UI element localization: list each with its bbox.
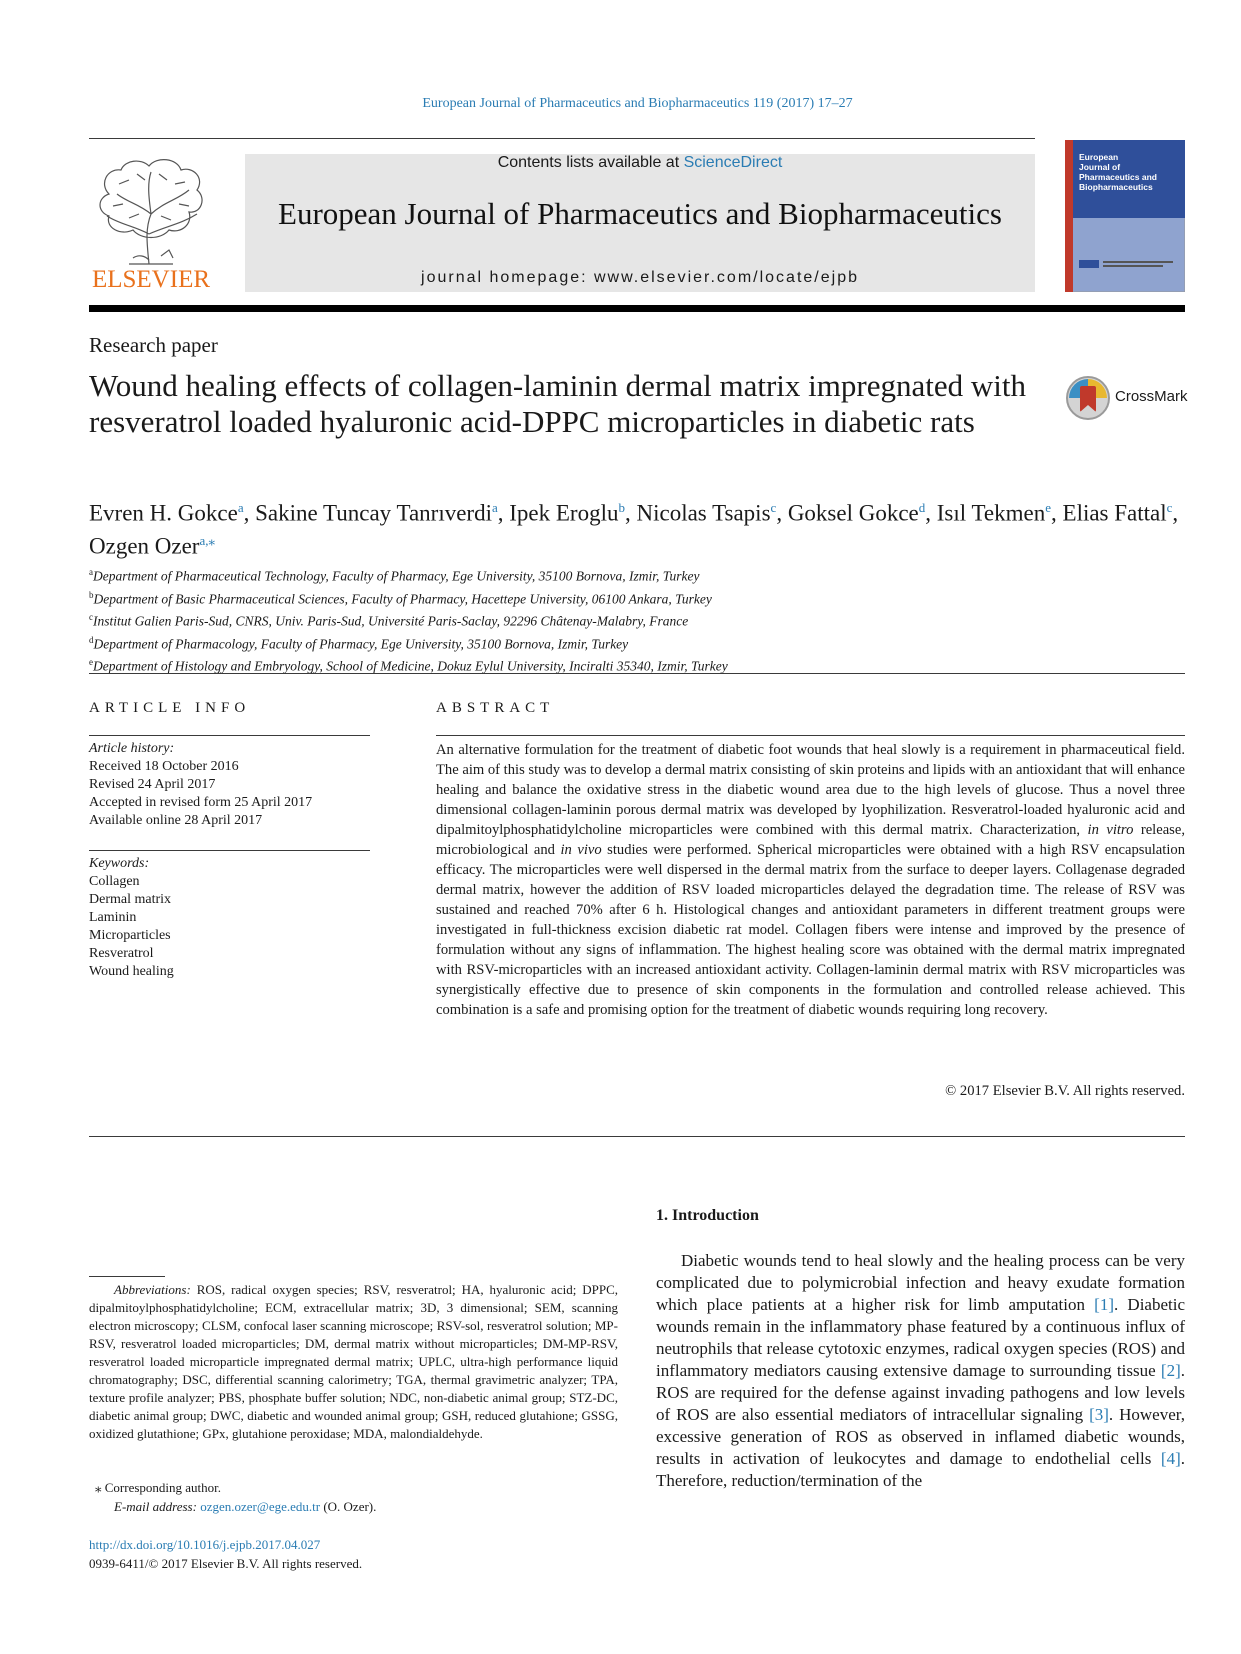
footnote-rule [89,1276,165,1277]
info-rule [89,850,370,851]
doi-link[interactable]: http://dx.doi.org/10.1016/j.ejpb.2017.04.027 [89,1537,321,1552]
history-item: Accepted in revised form 25 April 2017 [89,795,313,810]
cover-title-line-3: Pharmaceutics and [1079,172,1157,182]
crossmark-label: CrossMark [1115,388,1188,405]
author-name[interactable]: Ozgen Ozer [89,533,200,559]
email-link[interactable]: ozgen.ozer@ege.edu.tr [200,1499,321,1514]
introduction-heading: 1. Introduction [656,1207,759,1224]
citation-link[interactable]: [1] [1094,1295,1114,1314]
keyword-items [89,873,370,981]
author-separator: , [776,500,788,526]
abstract-part-italic: in vitro [1087,822,1134,838]
affiliation-text: Department of Histology and Embryology, School of Medicine, Dokuz Eylul University, Inciralti 35340, Izmir, Turkey [93,658,728,674]
article-title: Wound healing effects of collagen-laminin dermal matrix impregnated with resveratrol loaded hyaluronic acid-DPPC microparticles in diabetic rats [89,368,1026,439]
journal-name: European Journal of Pharmaceutics and Biopharmaceutics [278,196,1002,231]
tree-icon [100,160,202,264]
author-separator: , [1172,500,1179,526]
author-affiliation-mark[interactable]: a [491,500,498,515]
author-name[interactable]: Nicolas Tsapis [636,500,771,526]
author-affiliation-mark[interactable]: d [918,500,926,515]
crossmark-icon [1065,375,1111,421]
author-name[interactable]: Elias Fattal [1062,500,1167,526]
intro-part: . Therefore, reduction/termination of the [656,1449,1185,1490]
keyword-item: Microparticles [89,928,171,943]
abbreviations-footnote [89,1281,618,1443]
abstract-part-italic: in vivo [560,842,602,858]
author-name[interactable]: Isıl Tekmen [936,500,1046,526]
keyword-item: Dermal matrix [89,892,172,907]
affiliation-list [89,563,1189,676]
journal-header-box [245,154,1035,292]
affiliation-text: Department of Pharmaceutical Technology, Faculty of Pharmacy, Ege University, 35100 Bornova, Izmir, Turkey [93,568,700,584]
citation-link[interactable]: [3] [1089,1405,1109,1424]
history-item: Revised 24 April 2017 [89,777,216,792]
author-affiliation-mark[interactable]: c [770,500,777,515]
affiliation-key: d [89,634,94,645]
cover-title-line-4: Biopharmaceutics [1079,182,1153,192]
email-line [114,1499,614,1515]
keywords-label: Keywords: [89,856,150,871]
sciencedirect-link[interactable]: ScienceDirect [683,154,783,171]
abstract-text [436,740,1185,1020]
citation-link[interactable]: [4] [1160,1449,1181,1468]
history-label: Article history: [89,741,175,756]
history-item: Received 18 October 2016 [89,759,239,774]
cover-title-line-2: Journal of [1079,162,1121,172]
article-history [89,740,370,830]
citation-link[interactable]: [2] [1160,1361,1181,1380]
author-name[interactable]: Ipek Eroglu [509,500,619,526]
info-rule [89,735,370,736]
author-separator: , [497,500,510,526]
affiliation-key: c [89,612,93,622]
intro-part: . ROS are required for the defense against invading pathogens and low levels of ROS are also essential mediators of intracellular signaling [656,1361,1185,1424]
section-rule [89,1136,1185,1137]
email-label: E-mail address: [114,1499,201,1514]
author-name[interactable]: Sakine Tuncay Tanrıverdi [255,500,492,526]
contents-prefix: Contents lists available at [497,154,684,171]
abstract-copyright: © 2017 Elsevier B.V. All rights reserved. [945,1083,1185,1099]
intro-part: . Diabetic wounds remain in the inflammatory phase featured by a continuous influx of neutrophils that release cytotoxic enzymes, radical oxygen species (ROS) and inflammatory mediators causing extensive damage to surrounding tissue [656,1295,1185,1380]
affiliation-key: e [89,657,93,667]
author-separator: , [1051,500,1063,526]
abstract-rule [436,735,1185,736]
issn-line: 0939-6411/© 2017 Elsevier B.V. All rights reserved. [89,1556,363,1571]
affiliation-key: a [89,567,93,577]
author-affiliation-mark[interactable]: c [1166,500,1173,515]
abstract-part: studies were performed. Spherical microparticles were obtained with a high RSV encapsulation efficacy. The microparticles were well dispersed in the dermal matrix from the surface to deeper layers. Collagenase degraded dermal matrix, however the addition of RSV loaded microparticles delayed the degradation time. The release of RSV was sustained and reached 70% after 6 h. Histological changes and antioxidant parameters in different treatment groups were investigated in full-thickness excision diabetic rat model. Collagen fibers were intense and improved by the presence of formulation without any signs of inflammation. The highest healing score was obtained with the dermal matrix impregnated with RSV-microparticles with an increased antioxidant activity. Collagen-laminin dermal matrix with RSV microparticles was synergistically effective due to presence of skin components in the formulation and controlled release achieved. This combination is a safe and promising option for the treatment of diabetic wounds requiring long recovery. [436,842,1185,1018]
journal-cover-image[interactable] [1065,140,1185,292]
intro-part: . However, excessive generation of ROS as observed in inflamed diabetic wounds, results in activation of leukocytes and damage to endothelial cells [656,1405,1185,1468]
author-affiliation-mark[interactable]: a [237,500,244,515]
abbreviations-text: ROS, radical oxygen species; RSV, resveratrol; HA, hyaluronic acid; DPPC, dipalmitoylphosphatidylcholine; ECM, extracellular matrix; 3D, 3 dimensional; SEM, scanning electron microscopy; CLSM, confocal laser scanning microscope; RSV-sol, resveratrol solution; MP-RSV, resveratrol loaded microparticles; DM, dermal matrix without microparticles; DM-MP-RSV, resveratrol loaded microparticle impregnated dermal matrix; UPLC, ultra-high performance liquid chromatography; DSC, differential scanning calorimetry; TGA, thermal gravimetric analyzer; TPA, texture profile analyzer; PBS, phosphate buffer solution; NDC, non-diabetic animal group; STZ-DC, diabetic animal group; DWC, diabetic and wounded animal group; GSH, reduced glutahione; GSSG, oxidized glutathione; GPx, glutahione peroxidase; MDA, malondialdehyde. [89,1282,618,1441]
cover-title-line-1: European [1079,152,1119,162]
author-separator: , [624,500,637,526]
crossmark-badge[interactable] [1065,375,1188,421]
elsevier-wordmark: ELSEVIER [91,266,211,292]
keyword-item: Collagen [89,874,140,889]
keyword-item: Wound healing [89,964,174,979]
elsevier-logo[interactable] [89,154,214,292]
history-items [89,758,370,830]
affiliation-text: Institut Galien Paris-Sud, CNRS, Univ. Paris-Sud, Université Paris-Saclay, 92296 Châtenay-Malabry, France [93,613,689,629]
header-thick-rule [89,305,1185,312]
author-name[interactable]: Goksel Gokce [787,500,919,526]
author-affiliation-mark[interactable]: e [1045,500,1052,515]
abstract-heading: ABSTRACT [436,700,555,716]
introduction-text [656,1250,1185,1492]
corresponding-author-note: ⁎ Corresponding author. [95,1480,222,1495]
journal-reference-link[interactable]: European Journal of Pharmaceutics and Biopharmaceutics 119 (2017) 17–27 [422,96,853,111]
journal-homepage-link[interactable]: journal homepage: www.elsevier.com/locate/ejpb [421,269,859,286]
keyword-item: Laminin [89,910,137,925]
abstract-part: An alternative formulation for the treatment of diabetic foot wounds that heal slowly is a requirement in pharmaceutical field. The aim of this study was to develop a dermal matrix consisting of skin proteins and lipids with an antioxidant that will enhance healing and balance the oxidative stress in the diabetic wound area due to the high levels of glucose. Thus a novel three dimensional collagen-laminin porous dermal matrix was developed by lyophilization. Resveratrol-loaded hyaluronic acid and dipalmitoylphosphatidylcholine microparticles were combined with this dermal matrix. Characterization, [436,742,1185,838]
affiliation-item [89,586,1189,609]
affiliation-key: b [89,589,94,600]
author-separator: , [243,500,256,526]
affiliation-item [89,563,1189,586]
article-type: Research paper [89,333,218,357]
email-suffix: (O. Ozer). [320,1499,377,1514]
keyword-item: Resveratrol [89,946,154,961]
article-info-heading: ARTICLE INFO [89,700,251,716]
affiliation-text: Department of Basic Pharmaceutical Sciences, Faculty of Pharmacy, Hacettepe University, 06100 Ankara, Turkey [93,591,712,606]
keywords [89,855,370,981]
header-rule [89,138,1035,139]
author-separator: , [925,500,937,526]
affiliation-text: Department of Pharmacology, Faculty of Pharmacy, Ege University, 35100 Bornova, Izmir, Turkey [93,636,629,651]
author-list [89,494,1189,559]
affiliation-item [89,631,1189,654]
abstract-part: release, microbiological and [436,822,1185,858]
author-affiliation-mark[interactable]: b [618,500,625,515]
affiliation-item [89,608,1189,631]
abbreviations-label: Abbreviations: [114,1282,191,1297]
author-name[interactable]: Evren H. Gokce [89,500,238,526]
contents-line [245,154,1035,172]
intro-part: Diabetic wounds tend to heal slowly and the healing process can be very complicated due to polymicrobial infection and heavy exudate formation which place patients at a higher risk for limb amputation [656,1251,1185,1314]
author-affiliation-mark[interactable]: a,⁎ [199,532,215,548]
history-item: Available online 28 April 2017 [89,813,263,828]
section-rule [89,673,1185,674]
